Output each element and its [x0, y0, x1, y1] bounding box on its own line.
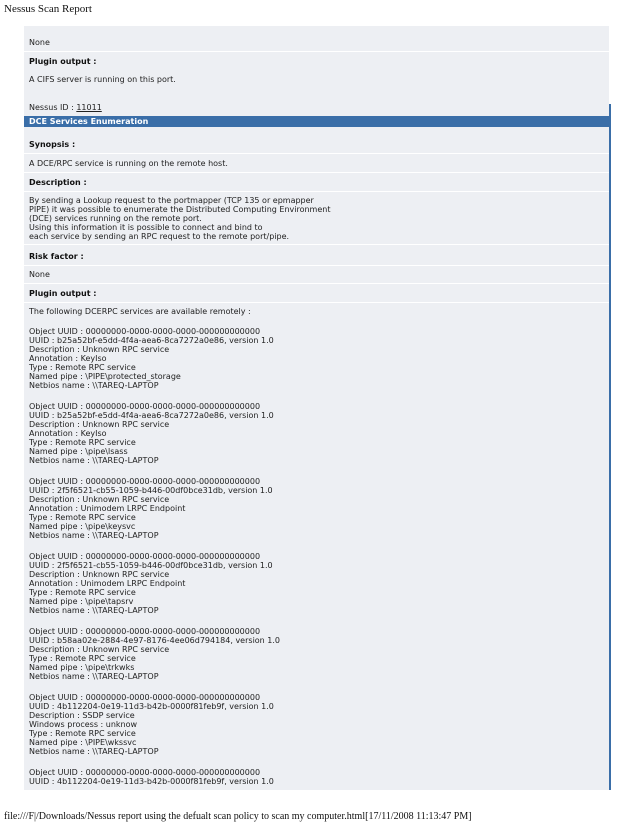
service-entry-line: Type : Remote RPC service [29, 654, 136, 663]
risk-factor-value: None [29, 270, 50, 279]
row-separator [24, 244, 609, 245]
nessus-id-link[interactable]: 11011 [76, 103, 102, 112]
service-entry-line: Type : Remote RPC service [29, 588, 136, 597]
row-separator [24, 283, 609, 284]
prev-risk-value: None [29, 38, 50, 47]
risk-factor-heading: Risk factor : [29, 252, 84, 261]
description-line: (DCE) services running on the remote port. [29, 214, 202, 223]
page-title: Nessus Scan Report [4, 3, 92, 15]
service-entry-line: Netbios name : \\TAREQ-LAPTOP [29, 531, 159, 540]
row-separator [24, 265, 609, 266]
service-entry-line: Object UUID : 00000000-0000-0000-0000-000000000000 [29, 327, 261, 336]
service-entry-line: Named pipe : \PIPE\protected_storage [29, 372, 181, 381]
service-entry-line: Named pipe : \PIPE\wkssvc [29, 738, 137, 747]
prev-nessus-id [29, 103, 102, 112]
service-entry-line: Object UUID : 00000000-0000-0000-0000-000000000000 [29, 693, 261, 702]
service-entry-line: Description : Unknown RPC service [29, 345, 170, 354]
service-entry-line: Type : Remote RPC service [29, 729, 136, 738]
plugin-output-heading: Plugin output : [29, 289, 97, 298]
service-entry-line: Type : Remote RPC service [29, 513, 136, 522]
service-entry-line: Named pipe : \pipe\keysvc [29, 522, 136, 531]
service-entry-line: Object UUID : 00000000-0000-0000-0000-000000000000 [29, 477, 261, 486]
service-entry-line: Windows process : unknow [29, 720, 138, 729]
synopsis-text: A DCE/RPC service is running on the remote host. [29, 159, 228, 168]
description-heading: Description : [29, 178, 87, 187]
service-entry-line: Object UUID : 00000000-0000-0000-0000-000000000000 [29, 627, 261, 636]
service-entry-line: Object UUID : 00000000-0000-0000-0000-000000000000 [29, 768, 261, 777]
service-entry-line: Annotation : Unimodem LRPC Endpoint [29, 504, 186, 513]
service-entry-line: Netbios name : \\TAREQ-LAPTOP [29, 747, 159, 756]
synopsis-heading: Synopsis : [29, 140, 76, 149]
service-entry-line: Annotation : Unimodem LRPC Endpoint [29, 579, 186, 588]
service-entry-line: Object UUID : 00000000-0000-0000-0000-000000000000 [29, 402, 261, 411]
service-entry-line: UUID : 2f5f6521-cb55-1059-b446-00df0bce31db, version 1.0 [29, 486, 273, 495]
page-footer-url: file:///F|/Downloads/Nessus report using the defualt scan policy to scan my computer.html[17/11/2008 11:13:47 PM] [4, 811, 472, 822]
row-separator [24, 302, 609, 303]
service-entry-line: Named pipe : \pipe\lsass [29, 447, 128, 456]
service-entry-line: Description : Unknown RPC service [29, 645, 170, 654]
report-content-panel [24, 26, 609, 790]
service-entry-line: UUID : 4b112204-0e19-11d3-b42b-0000f81feb9f, version 1.0 [29, 702, 274, 711]
service-entry-line: Annotation : KeyIso [29, 429, 107, 438]
service-entry-line: UUID : b25a52bf-e5dd-4f4a-aea6-8ca7272a0e86, version 1.0 [29, 336, 274, 345]
service-entry-line: Type : Remote RPC service [29, 438, 136, 447]
prev-plugin-output-text: A CIFS server is running on this port. [29, 75, 176, 84]
row-separator [24, 172, 609, 173]
service-entry-line: Netbios name : \\TAREQ-LAPTOP [29, 606, 159, 615]
service-entry-line: Annotation : KeyIso [29, 354, 107, 363]
row-separator [24, 191, 609, 192]
service-entry-line: UUID : b25a52bf-e5dd-4f4a-aea6-8ca7272a0e86, version 1.0 [29, 411, 274, 420]
service-entry-line: Named pipe : \pipe\trkwks [29, 663, 135, 672]
row-separator [24, 153, 609, 154]
service-entry-line: Type : Remote RPC service [29, 363, 136, 372]
description-line: PIPE) it was possible to enumerate the Distributed Computing Environment [29, 205, 331, 214]
service-entry-line: UUID : 4b112204-0e19-11d3-b42b-0000f81feb9f, version 1.0 [29, 777, 274, 786]
service-entry-line: Named pipe : \pipe\tapsrv [29, 597, 134, 606]
service-entry-line: UUID : b58aa02e-2884-4e97-8176-4ee06d794184, version 1.0 [29, 636, 281, 645]
nessus-id-label: Nessus ID : [29, 103, 77, 112]
description-line: Using this information it is possible to connect and bind to [29, 223, 263, 232]
service-entry-line: Description : SSDP service [29, 711, 135, 720]
panel-right-border [609, 104, 611, 790]
description-line: each service by sending an RPC request to the remote port/pipe. [29, 232, 290, 241]
row-separator [24, 51, 609, 52]
service-entry-line: Object UUID : 00000000-0000-0000-0000-000000000000 [29, 552, 261, 561]
description-line: By sending a Lookup request to the portmapper (TCP 135 or epmapper [29, 196, 314, 205]
service-entry-line: Description : Unknown RPC service [29, 570, 170, 579]
service-entry-line: Description : Unknown RPC service [29, 495, 170, 504]
service-entry-line: Description : Unknown RPC service [29, 420, 170, 429]
service-entry-line: Netbios name : \\TAREQ-LAPTOP [29, 381, 159, 390]
prev-plugin-output-heading: Plugin output : [29, 57, 97, 66]
service-entry-line: UUID : 2f5f6521-cb55-1059-b446-00df0bce31db, version 1.0 [29, 561, 273, 570]
section-title-bar: DCE Services Enumeration [24, 116, 609, 127]
plugin-output-intro: The following DCERPC services are available remotely : [29, 307, 251, 316]
service-entry-line: Netbios name : \\TAREQ-LAPTOP [29, 672, 159, 681]
service-entry-line: Netbios name : \\TAREQ-LAPTOP [29, 456, 159, 465]
